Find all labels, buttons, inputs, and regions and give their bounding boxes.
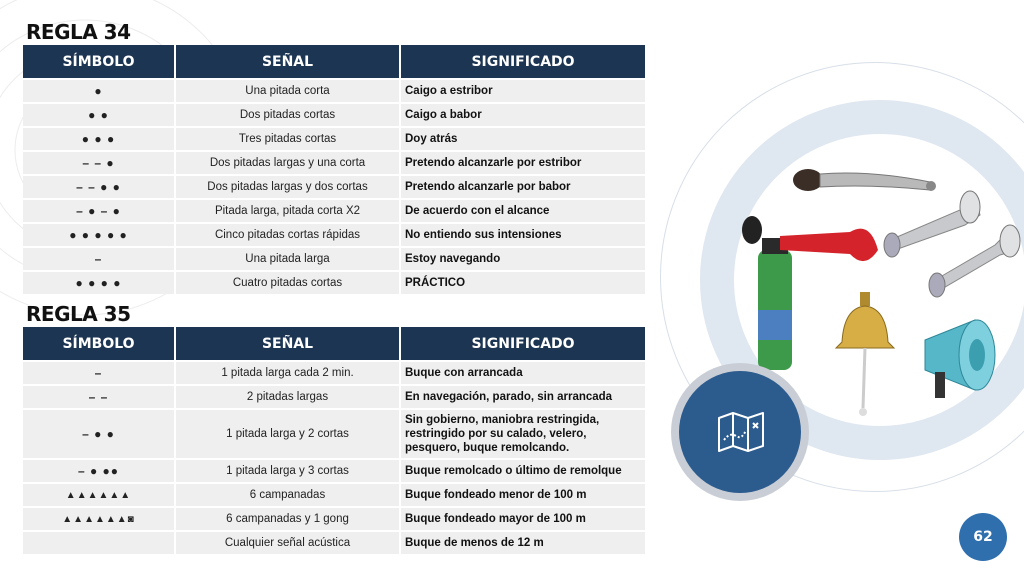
meaning-cell: Buque remolcado o último de remolque <box>400 459 645 483</box>
meaning-cell: Caigo a estribor <box>400 79 645 103</box>
signal-cell: Dos pitadas largas y una corta <box>175 151 400 175</box>
signal-cell: Tres pitadas cortas <box>175 127 400 151</box>
symbol-cell: – <box>23 361 175 385</box>
symbol-cell: ● ● <box>23 103 175 127</box>
signal-cell: Cualquier señal acústica <box>175 531 400 554</box>
symbol-cell: – – ● ● <box>23 175 175 199</box>
meaning-cell: En navegación, parado, sin arrancada <box>400 385 645 409</box>
meaning-cell: No entiendo sus intensiones <box>400 223 645 247</box>
symbol-cell: – – ● <box>23 151 175 175</box>
table-row <box>23 531 645 554</box>
symbol-cell: – <box>23 247 175 271</box>
symbol-cell: ● ● ● ● ● <box>23 223 175 247</box>
table-row <box>23 199 645 223</box>
signal-cell: 6 campanadas <box>175 483 400 507</box>
symbol-cell: – ● ●● <box>23 459 175 483</box>
table-row <box>23 459 645 483</box>
signal-cell: 1 pitada larga y 3 cortas <box>175 459 400 483</box>
header-signal: SEÑAL <box>175 45 400 79</box>
meaning-cell: Doy atrás <box>400 127 645 151</box>
meaning-cell: PRÁCTICO <box>400 271 645 294</box>
signal-cell: Una pitada corta <box>175 79 400 103</box>
rule34-title: REGLA 34 <box>26 20 131 44</box>
signal-cell: 1 pitada larga y 2 cortas <box>175 409 400 459</box>
rule35-title: REGLA 35 <box>26 302 131 326</box>
signal-cell: Cinco pitadas cortas rápidas <box>175 223 400 247</box>
page-number-badge: 62 <box>959 513 1007 561</box>
signal-cell: 1 pitada larga cada 2 min. <box>175 361 400 385</box>
table-row <box>23 175 645 199</box>
header-signal: SEÑAL <box>175 327 400 361</box>
symbol-cell: – ● ● <box>23 409 175 459</box>
table-row <box>23 409 645 459</box>
table-row <box>23 127 645 151</box>
header-meaning: SIGNIFICADO <box>400 45 645 79</box>
trumpet-horns-image <box>880 185 1024 300</box>
symbol-cell: ▲▲▲▲▲▲◙ <box>23 507 175 531</box>
table-row <box>23 507 645 531</box>
symbol-cell <box>23 531 175 554</box>
signal-cell: Cuatro pitadas cortas <box>175 271 400 294</box>
symbol-cell: ● ● ● ● <box>23 271 175 294</box>
table-row <box>23 385 645 409</box>
table-header-row <box>23 327 645 361</box>
header-symbol: SÍMBOLO <box>23 327 175 361</box>
table-row <box>23 223 645 247</box>
signal-cell: 6 campanadas y 1 gong <box>175 507 400 531</box>
rule34-table <box>23 45 645 294</box>
table-row <box>23 151 645 175</box>
meaning-cell: Buque fondeado mayor de 100 m <box>400 507 645 531</box>
signal-cell: Dos pitadas largas y dos cortas <box>175 175 400 199</box>
signal-cell: Pitada larga, pitada corta X2 <box>175 199 400 223</box>
symbol-cell: ▲▲▲▲▲▲ <box>23 483 175 507</box>
symbol-cell: – – <box>23 385 175 409</box>
meaning-cell: Buque con arrancada <box>400 361 645 385</box>
table-row <box>23 271 645 294</box>
bell-image <box>830 290 900 420</box>
meaning-cell: Estoy navegando <box>400 247 645 271</box>
header-symbol: SÍMBOLO <box>23 45 175 79</box>
meaning-cell: De acuerdo con el alcance <box>400 199 645 223</box>
signal-cell: Dos pitadas cortas <box>175 103 400 127</box>
signal-cell: 2 pitadas largas <box>175 385 400 409</box>
meaning-cell: Pretendo alcanzarle por estribor <box>400 151 645 175</box>
header-meaning: SIGNIFICADO <box>400 327 645 361</box>
meaning-cell: Pretendo alcanzarle por babor <box>400 175 645 199</box>
signal-cell: Una pitada larga <box>175 247 400 271</box>
rule35-table <box>23 327 645 554</box>
table-row <box>23 79 645 103</box>
table-row <box>23 247 645 271</box>
symbol-cell: – ● – ● <box>23 199 175 223</box>
meaning-cell: Buque de menos de 12 m <box>400 531 645 554</box>
table-row <box>23 361 645 385</box>
meaning-cell: Sin gobierno, maniobra restringida, restringido por su calado, velero, pesquero, buque remolcando. <box>400 409 645 459</box>
symbol-cell: ● ● ● <box>23 127 175 151</box>
table-row <box>23 483 645 507</box>
symbol-cell: ● <box>23 79 175 103</box>
meaning-cell: Buque fondeado menor de 100 m <box>400 483 645 507</box>
map-icon <box>716 410 766 454</box>
speaker-horn-image <box>915 310 1005 405</box>
table-row <box>23 103 645 127</box>
meaning-cell: Caigo a babor <box>400 103 645 127</box>
table-header-row <box>23 45 645 79</box>
